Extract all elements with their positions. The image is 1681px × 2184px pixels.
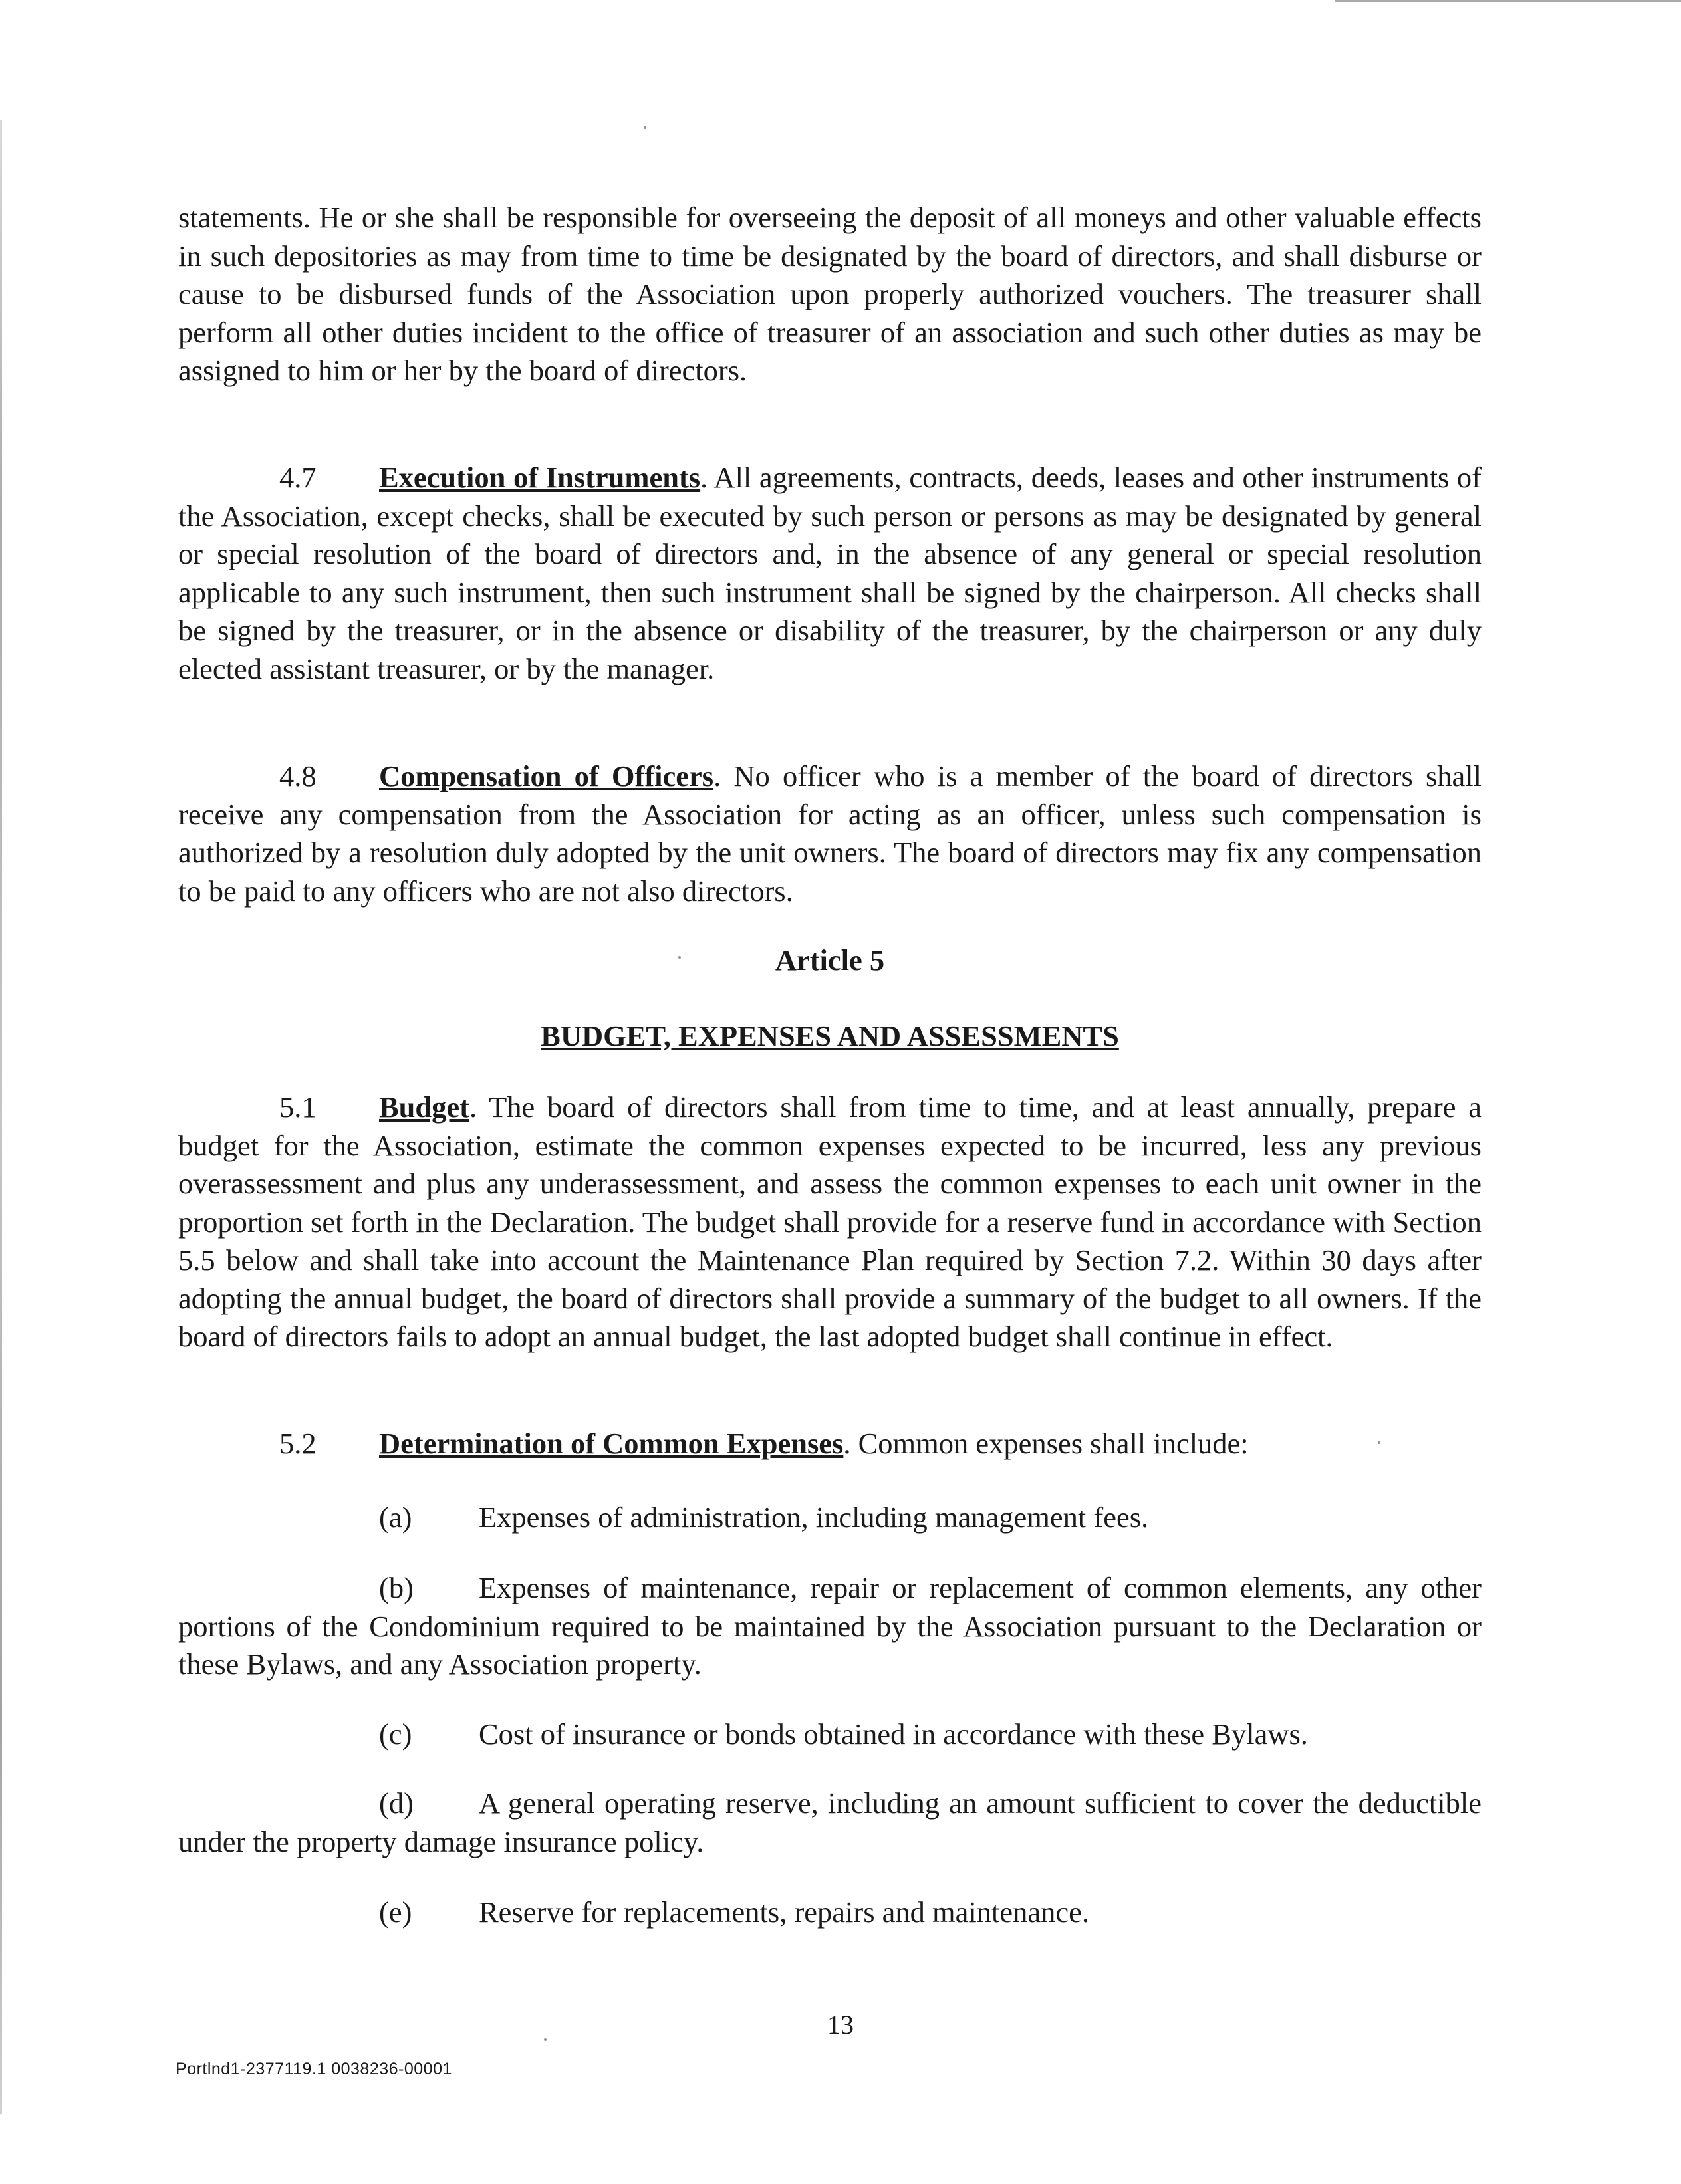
list-item-label: (b) <box>379 1571 414 1604</box>
scan-edge-artifact <box>0 120 2 2114</box>
list-item-text: Expenses of administration, including management fees. <box>479 1501 1149 1534</box>
list-item-label: (a) <box>379 1501 412 1534</box>
article-title: BUDGET, EXPENSES AND ASSESSMENTS <box>541 1019 1119 1052</box>
section-number: 4.8 <box>279 759 317 792</box>
section-heading: Execution of Instruments <box>379 461 701 494</box>
list-item <box>178 1499 1482 1537</box>
list-item-text: Cost of insurance or bonds obtained in accordance with these Bylaws. <box>479 1717 1308 1751</box>
section-text: . No officer who is a member of the board of directors shall receive any compensation from the Association for acting as an officer, unless such compensation is authorized by a resolution duly adopted by the unit owners. The board of directors may fix any compensation to be paid to any officers who are not also directors. <box>178 759 1482 908</box>
article-label: Article 5 <box>775 943 885 977</box>
section-heading: Budget <box>379 1090 469 1124</box>
section-4-7 <box>178 459 1482 688</box>
list-item <box>178 1715 1482 1754</box>
list-item <box>178 1784 1482 1861</box>
document-footer-id: Portlnd1-2377119.1 0038236-00001 <box>176 2060 452 2078</box>
list-item-text: Expenses of maintenance, repair or replacement of common elements, any other portions of the Condominium required to be maintained by the Association pursuant to the Declaration or these Bylaws, and any Association property. <box>178 1571 1482 1681</box>
list-item <box>178 1569 1482 1684</box>
list-item-label: (e) <box>379 1895 412 1929</box>
section-heading: Compensation of Officers <box>379 759 714 792</box>
page-number: 13 <box>827 2010 854 2040</box>
list-item-text: A general operating reserve, including an amount sufficient to cover the deductible under the property damage insurance policy. <box>178 1786 1482 1858</box>
section-number: 5.2 <box>279 1427 317 1460</box>
section-5-1 <box>178 1088 1482 1356</box>
section-5-2 <box>178 1425 1482 1463</box>
list-item <box>178 1893 1482 1932</box>
section-number: 5.1 <box>279 1090 317 1124</box>
scan-speck <box>644 126 646 129</box>
list-item-label: (c) <box>379 1717 412 1751</box>
paragraph-text: statements. He or she shall be responsible for overseeing the deposit of all moneys and other valuable effects in such depositories as may from time to time be designated by the board of directors, and shall disburse or cause to be disbursed funds of the Association upon properly authorized vouchers. The treasurer shall perform all other duties incident to the office of treasurer of an association and such other duties as may be assigned to him or her by the board of directors. <box>178 201 1482 387</box>
list-item-text: Reserve for replacements, repairs and maintenance. <box>479 1895 1089 1929</box>
section-4-8 <box>178 757 1482 910</box>
section-text: . The board of directors shall from time to time, and at least annually, prepare a budget for the Association, estimate the common expenses expected to be incurred, less any previous overassessment and plus any underassessment, and assess the common expenses to each unit owner in the proportion set forth in the Declaration. The budget shall provide for a reserve fund in accordance with Section 5.5 below and shall take into account the Maintenance Plan required by Section 7.2. Within 30 days after adopting the annual budget, the board of directors shall provide a summary of the budget to all owners. If the board of directors fails to adopt an annual budget, the last adopted budget shall continue in effect. <box>178 1090 1482 1353</box>
section-text: . All agreements, contracts, deeds, leases and other instruments of the Association, except checks, shall be executed by such person or persons as may be designated by general or special resolution of the board of directors and, in the absence of any general or special resolution applicable to any such instrument, then such instrument shall be signed by the chairperson. All checks shall be signed by the treasurer, or in the absence or disability of the treasurer, by the chairperson or any duly elected assistant treasurer, or by the manager. <box>178 461 1482 685</box>
section-number: 4.7 <box>279 461 317 494</box>
paragraph-treasurer-continuation <box>178 199 1482 390</box>
list-item-label: (d) <box>379 1786 414 1820</box>
scan-edge-artifact <box>1335 0 1681 2</box>
section-heading: Determination of Common Expenses <box>379 1427 844 1460</box>
section-text: . Common expenses shall include: <box>843 1427 1249 1460</box>
